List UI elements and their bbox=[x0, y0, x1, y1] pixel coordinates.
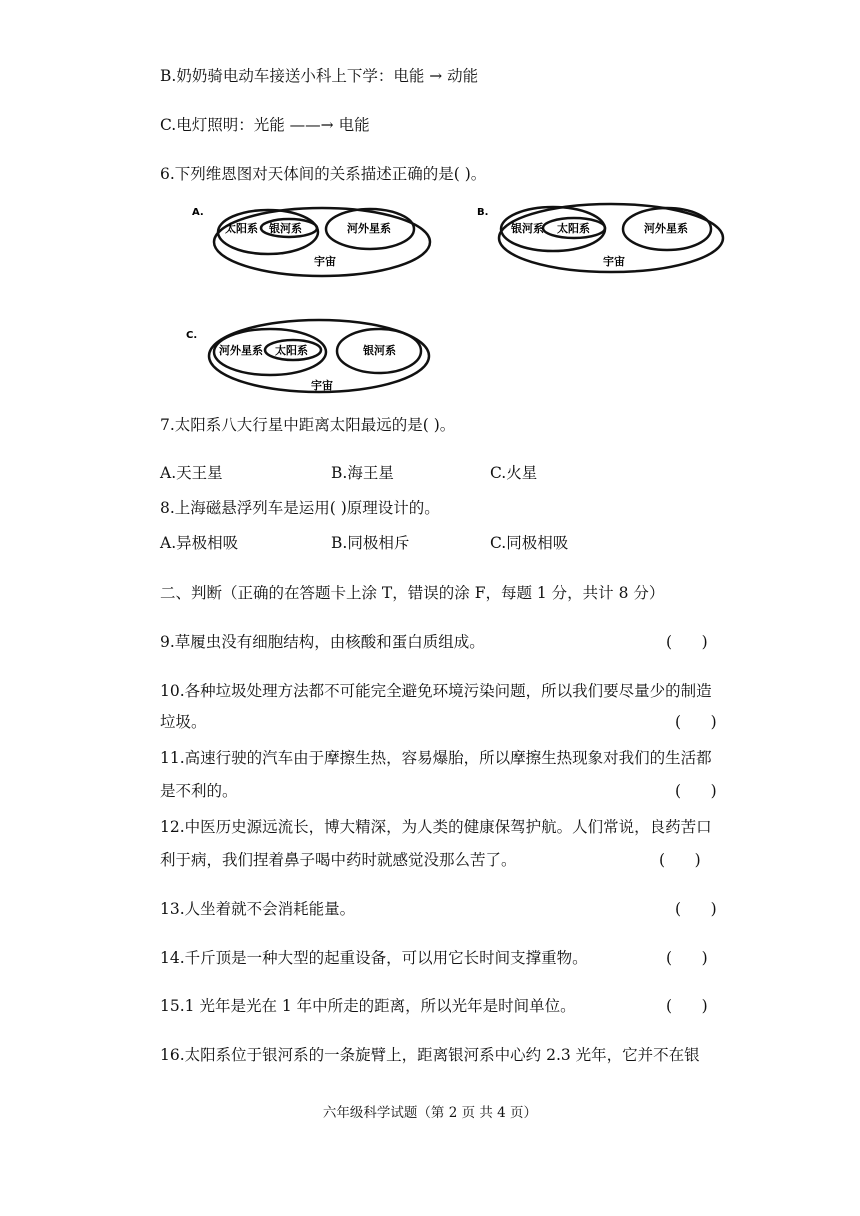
q12-text-line2: 利于病，我们捏着鼻子喝中药时就感觉没那么苦了。 bbox=[160, 851, 517, 869]
venn-a-inner-label: 银河系 bbox=[269, 222, 302, 235]
q11-text-line1: 11.高速行驶的汽车由于摩擦生热，容易爆胎，所以摩擦生热现象对我们的生活都 bbox=[160, 749, 712, 767]
venn-b-label: B. bbox=[477, 207, 489, 218]
section-2-heading: 二、判断（正确的在答题卡上涂 T，错误的涂 F，每题 1 分，共计 8 分） bbox=[160, 584, 665, 602]
venn-b-outer-label: 银河系 bbox=[511, 222, 544, 235]
venn-diagram-b bbox=[475, 202, 725, 286]
q11-answer-blank: ( ) bbox=[675, 782, 717, 800]
venn-diagram-a bbox=[190, 202, 440, 286]
q8-option-c: C.同极相吸 bbox=[490, 534, 569, 552]
q10-text-line1: 10.各种垃圾处理方法都不可能完全避免环境污染问题，所以我们要尽量少的制造 bbox=[160, 682, 712, 700]
q10-text-line2: 垃圾。 bbox=[160, 713, 207, 731]
q15-answer-blank: ( ) bbox=[666, 997, 708, 1015]
q7-stem: 7.太阳系八大行星中距离太阳最远的是( )。 bbox=[160, 416, 456, 434]
venn-b-other-label: 河外星系 bbox=[644, 222, 688, 235]
venn-c-label: C. bbox=[186, 330, 198, 341]
q8-option-a: A.异极相吸 bbox=[160, 534, 239, 552]
q16-text-line1: 16.太阳系位于银河系的一条旋臂上，距离银河系中心约 2.3 光年，它并不在银 bbox=[160, 1046, 700, 1064]
venn-diagram-c bbox=[183, 316, 443, 402]
q11-text-line2: 是不利的。 bbox=[160, 782, 238, 800]
venn-b-universe-label: 宇宙 bbox=[603, 255, 625, 268]
venn-c-inner-label: 太阳系 bbox=[275, 344, 308, 357]
venn-a-label: A. bbox=[192, 207, 204, 218]
q9-text: 9.草履虫没有细胞结构，由核酸和蛋白质组成。 bbox=[160, 633, 485, 651]
venn-a-universe-label: 宇宙 bbox=[314, 255, 336, 268]
venn-b-inner-label: 太阳系 bbox=[557, 222, 590, 235]
q7-option-a: A.天王星 bbox=[160, 464, 223, 482]
q14-answer-blank: ( ) bbox=[666, 949, 708, 967]
q7-option-c: C.火星 bbox=[490, 464, 538, 482]
q7-option-b: B.海王星 bbox=[331, 464, 394, 482]
q13-answer-blank: ( ) bbox=[675, 900, 717, 918]
q10-answer-blank: ( ) bbox=[675, 713, 717, 731]
venn-c-outer-label: 河外星系 bbox=[219, 344, 263, 357]
q5-option-c: C.电灯照明：光能 ——→ 电能 bbox=[160, 116, 370, 134]
venn-a-other-label: 河外星系 bbox=[347, 222, 391, 235]
q5-option-b: B.奶奶骑电动车接送小科上下学：电能 → 动能 bbox=[160, 67, 479, 85]
q13-text: 13.人坐着就不会消耗能量。 bbox=[160, 900, 356, 918]
venn-c-universe-label: 宇宙 bbox=[311, 379, 333, 392]
q12-text-line1: 12.中医历史源远流长，博大精深，为人类的健康保驾护航。人们常说，良药苦口 bbox=[160, 818, 712, 836]
q8-stem: 8.上海磁悬浮列车是运用( )原理设计的。 bbox=[160, 499, 440, 517]
page-footer: 六年级科学试题（第 2 页 共 4 页） bbox=[322, 1105, 538, 1121]
q8-option-b: B.同极相斥 bbox=[331, 534, 410, 552]
q9-answer-blank: ( ) bbox=[666, 633, 708, 651]
venn-c-other-label: 银河系 bbox=[363, 344, 396, 357]
q6-stem: 6.下列维恩图对天体间的关系描述正确的是( )。 bbox=[160, 165, 487, 183]
venn-a-outer-label: 太阳系 bbox=[225, 222, 258, 235]
q14-text: 14.千斤顶是一种大型的起重设备，可以用它长时间支撑重物。 bbox=[160, 949, 588, 967]
q15-text: 15.1 光年是光在 1 年中所走的距离，所以光年是时间单位。 bbox=[160, 997, 576, 1015]
q12-answer-blank: ( ) bbox=[659, 851, 701, 869]
